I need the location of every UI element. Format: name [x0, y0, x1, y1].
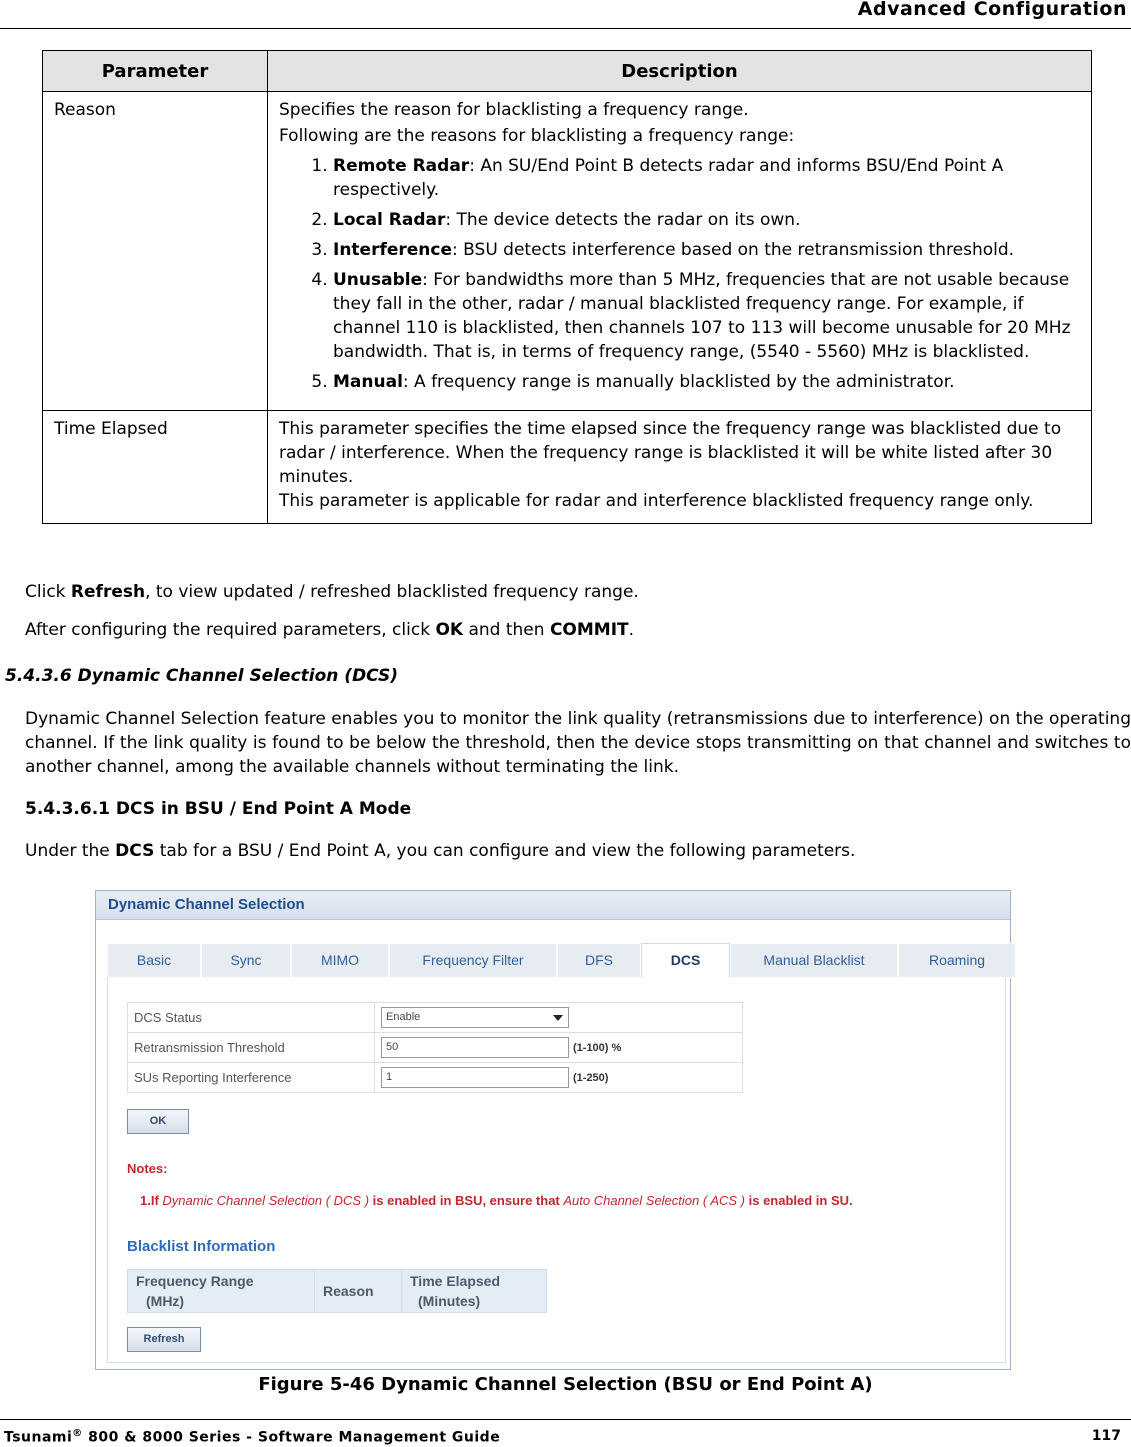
- col-reason: Reason: [315, 1270, 402, 1313]
- table-row: [43, 92, 1092, 411]
- col-time-elapsed: Time Elapsed (Minutes): [402, 1270, 547, 1313]
- sus-reporting-label: SUs Reporting Interference: [128, 1063, 375, 1093]
- refresh-button[interactable]: Refresh: [127, 1327, 201, 1352]
- list-item: 2. Local Radar: The device detects the radar on its own.: [333, 208, 1081, 232]
- list-item: 4. Unusable: For bandwidths more than 5 MHz, frequencies that are not usable because they fall in the other, radar / manual blacklisted frequency range. For example, if channel 110 is blacklisted, then channels 107 to 113 will become unusable for 20 MHz bandwidth. That is, in terms of frequency range, (5540 - 5560) MHz is blacklisted.: [333, 268, 1081, 364]
- chevron-down-icon: [553, 1015, 563, 1021]
- tab-frequency-filter[interactable]: Frequency Filter: [389, 943, 557, 978]
- sus-reporting-input[interactable]: 1: [381, 1067, 569, 1088]
- tab-mimo[interactable]: MIMO: [291, 943, 389, 978]
- page-number: 117: [1091, 1428, 1121, 1444]
- paragraph-dcs-tab: Under the DCS tab for a BSU / End Point A, you can configure and view the following parameters.: [25, 841, 856, 861]
- desc-reason: [268, 92, 1092, 411]
- retransmission-threshold-label: Retransmission Threshold: [128, 1033, 375, 1063]
- footer-title: Tsunami® 800 & 8000 Series - Software Management Guide: [4, 1428, 501, 1446]
- tab-roaming[interactable]: Roaming: [898, 943, 1016, 978]
- blacklist-table: [127, 1269, 547, 1313]
- table-row: [43, 411, 1092, 524]
- blacklist-title: Blacklist Information: [127, 1238, 276, 1255]
- dcs-status-select[interactable]: Enable: [381, 1007, 569, 1028]
- list-item: 3. Interference: BSU detects interference based on the retransmission threshold.: [333, 238, 1081, 262]
- param-reason: Reason: [43, 92, 268, 411]
- paragraph-commit: After configuring the required parameters, click OK and then COMMIT.: [25, 620, 635, 640]
- parameter-table: [42, 50, 1092, 524]
- desc-line: Specifies the reason for blacklisting a frequency range.: [279, 100, 749, 120]
- param-time-elapsed: Time Elapsed: [43, 411, 268, 524]
- retransmission-threshold-input[interactable]: 50: [381, 1037, 569, 1058]
- desc-line: This parameter is applicable for radar and interference blacklisted frequency range only.: [279, 491, 1034, 511]
- paragraph-dcs: Dynamic Channel Selection feature enables you to monitor the link quality (retransmissions due to interference) on the operating channel. If the link quality is found to be below the threshold, then the device stops transmitting on that channel and switches to another channel, among the available channels without terminating the link.: [25, 709, 1131, 777]
- tab-dfs[interactable]: DFS: [557, 943, 641, 978]
- ok-button[interactable]: OK: [127, 1109, 189, 1134]
- header-rule: [0, 28, 1131, 29]
- dcs-screenshot: [95, 890, 1011, 1370]
- tab-manual-blacklist[interactable]: Manual Blacklist: [730, 943, 898, 978]
- note-text: 1.If Dynamic Channel Selection ( DCS ) is enabled in BSU, ensure that Auto Channel Selection ( ACS ) is enabled in SU.: [140, 1193, 853, 1208]
- notes-title: Notes:: [127, 1161, 168, 1176]
- dcs-status-label: DCS Status: [128, 1003, 375, 1033]
- tab-basic[interactable]: Basic: [107, 943, 201, 978]
- tab-dcs[interactable]: DCS: [641, 943, 730, 978]
- sus-reporting-range: (1-250): [573, 1071, 609, 1084]
- desc-line: Following are the reasons for blacklisting a frequency range:: [279, 126, 795, 146]
- header-title: Advanced Configuration: [857, 0, 1127, 20]
- footer-rule: [0, 1419, 1131, 1420]
- retransmission-range: (1-100) %: [573, 1041, 622, 1054]
- list-item: 5. Manual: A frequency range is manually blacklisted by the administrator.: [333, 370, 1081, 394]
- tab-bar: [107, 943, 1016, 978]
- panel-title: Dynamic Channel Selection: [96, 891, 1010, 920]
- paragraph-refresh: Click Refresh, to view updated / refreshed blacklisted frequency range.: [25, 582, 639, 602]
- subsection-heading: 5.4.3.6.1 DCS in BSU / End Point A Mode: [25, 799, 412, 819]
- desc-line: This parameter specifies the time elapsed since the frequency range was blacklisted due to radar / interference. When the frequency range is blacklisted it will be white listed after 30 minutes.: [279, 419, 1062, 487]
- figure-caption: Figure 5-46 Dynamic Channel Selection (BSU or End Point A): [258, 1374, 873, 1395]
- desc-time-elapsed: [268, 411, 1092, 524]
- tab-sync[interactable]: Sync: [201, 943, 291, 978]
- col-frequency-range: Frequency Range (MHz): [128, 1270, 315, 1313]
- col-description: Description: [268, 51, 1092, 92]
- col-parameter: Parameter: [43, 51, 268, 92]
- section-heading: 5.4.3.6 Dynamic Channel Selection (DCS): [5, 666, 399, 686]
- list-item: 1. Remote Radar: An SU/End Point B detects radar and informs BSU/End Point A respectively.: [333, 154, 1081, 202]
- reason-list: [279, 154, 1081, 394]
- dcs-form: [127, 1002, 743, 1093]
